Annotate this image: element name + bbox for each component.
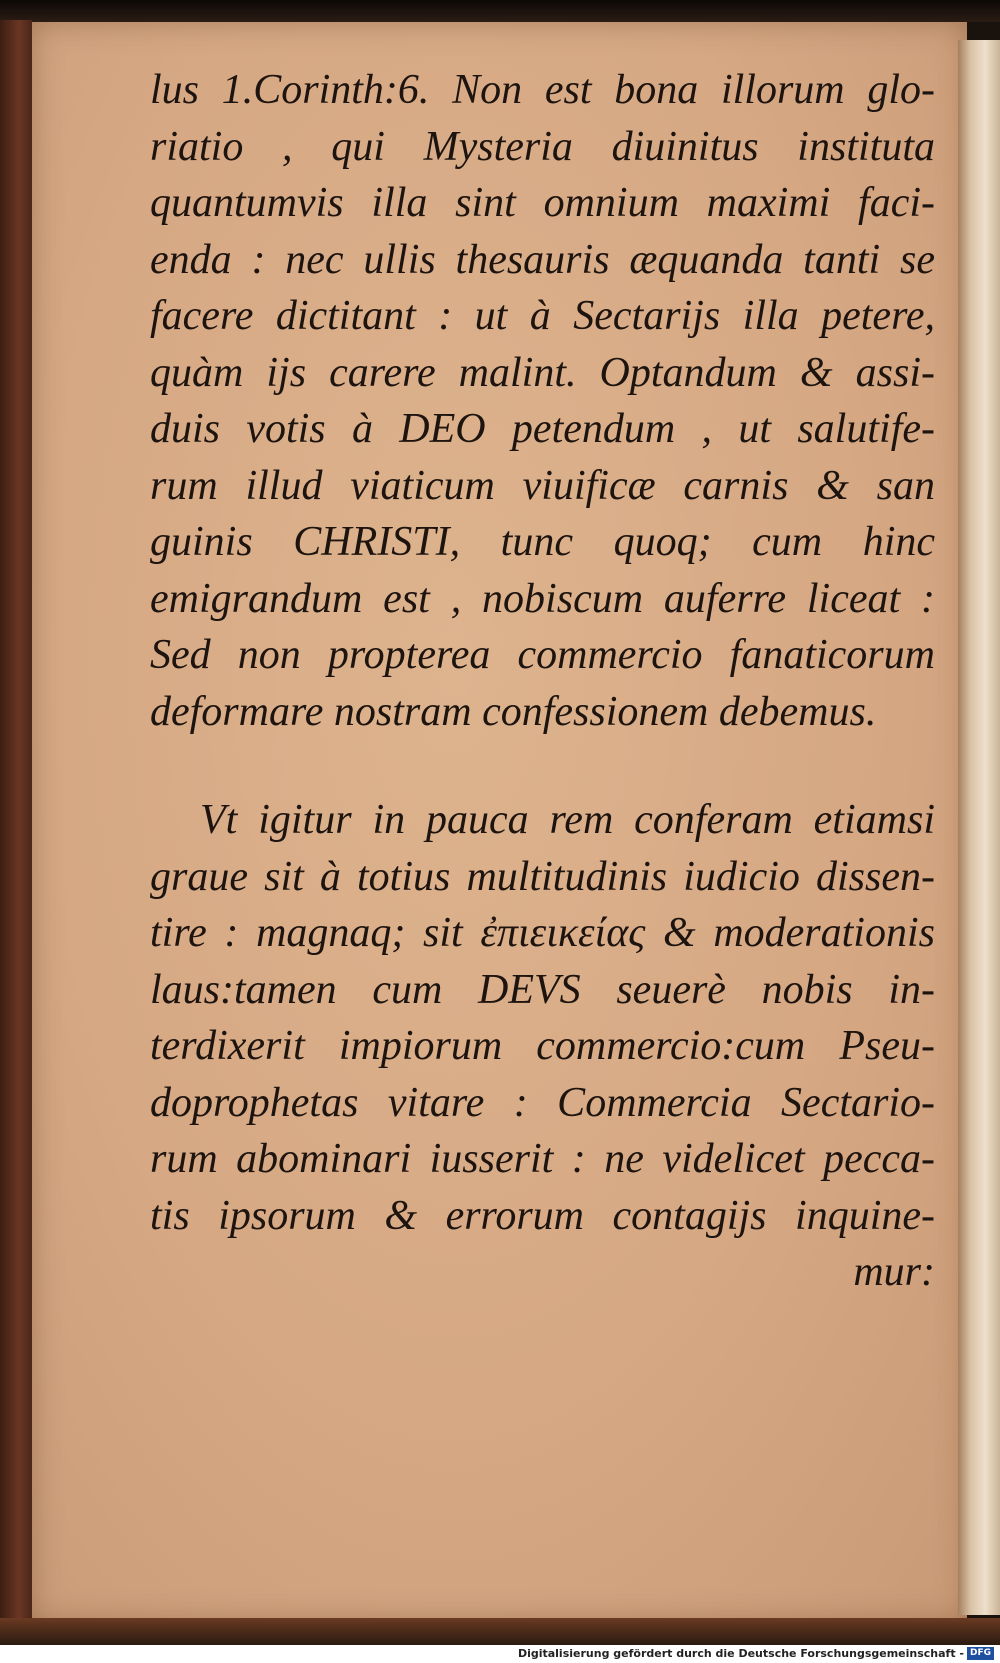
text-line: quantumvis illa sint omnium maximi faci- xyxy=(150,180,935,226)
text-line: terdixerit impiorum commercio:cum Pseu- xyxy=(150,1023,935,1069)
page-text xyxy=(150,62,935,1301)
text-line: enda : nec ullis thesauris æquanda tanti se xyxy=(150,236,935,283)
text-line: duis votis à DEO petendum , ut salutife- xyxy=(150,406,935,452)
text-line: tis ipsorum & errorum contagijs inquine- xyxy=(150,1192,935,1239)
text-line: facere dictitant : ut à Sectarijs illa petere, xyxy=(150,293,935,339)
paragraph-2 xyxy=(150,792,935,1301)
text-line: guinis CHRISTI, tunc quoq; cum hinc xyxy=(150,519,935,565)
book-spine xyxy=(0,20,32,1645)
text-line: Sed non propterea commercio fanaticorum xyxy=(150,632,935,678)
bottom-edge xyxy=(0,1618,1000,1645)
dfg-logo: DFG xyxy=(967,1647,994,1660)
text-line: lus 1.Corinth:6. Non est bona illorum glo- xyxy=(150,67,935,113)
text-line: Vt igitur in pauca rem conferam etiamsi xyxy=(200,797,935,843)
text-line: riatio , qui Mysteria diuinitus instituta xyxy=(150,123,935,170)
text-line: tire : magnaq; sit ἐπιεικείας & moderationis xyxy=(150,910,935,956)
next-page-edge xyxy=(958,40,1000,1615)
digitization-credit: Digitalisierung gefördert durch die Deutsche Forschungsgemeinschaft - xyxy=(517,1647,964,1660)
text-line: rum illud viaticum viuificæ carnis & san xyxy=(150,462,935,509)
top-edge xyxy=(0,0,1000,22)
text-line: doprophetas vitare : Commercia Sectario- xyxy=(150,1079,935,1126)
text-line: emigrandum est , nobiscum auferre liceat : xyxy=(150,575,935,622)
text-line: deformare nostram confessionem debemus. xyxy=(150,688,877,735)
text-line: graue sit à totius multitudinis iudicio dissen- xyxy=(150,853,935,900)
paragraph-1 xyxy=(150,62,935,740)
catchword: mur: xyxy=(853,1249,935,1295)
paragraph-gap xyxy=(150,740,935,792)
text-line: quàm ijs carere malint. Optandum & assi- xyxy=(150,349,935,396)
text-line: laus:tamen cum DEVS seuerè nobis in- xyxy=(150,966,935,1013)
text-line: rum abominari iusserit : ne videlicet pecca- xyxy=(150,1136,935,1182)
